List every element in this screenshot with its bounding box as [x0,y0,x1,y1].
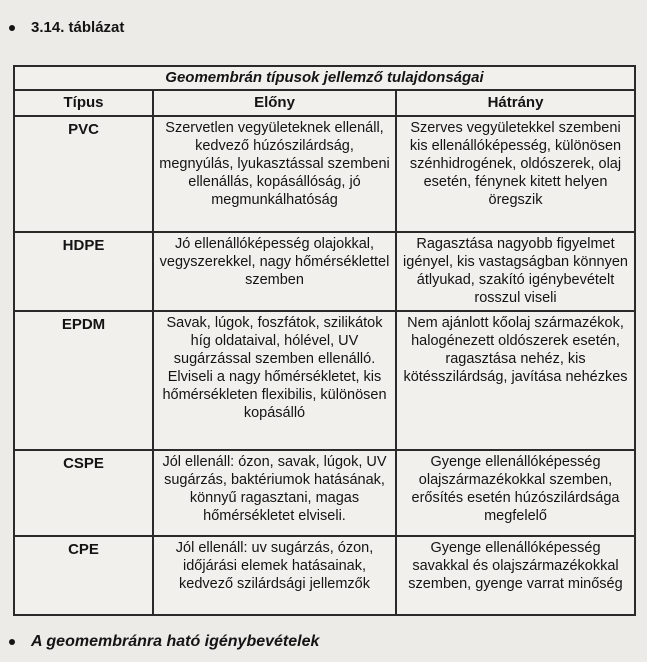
table-row [15,451,634,537]
row-con: Nem ajánlott kőolaj származékok, halogénezett oldószerek esetén, ragasztása nehéz, kis kötésszilárdság, javítása nehézkes [403,315,628,385]
table-row [15,233,634,312]
table-header-row [15,91,634,117]
section-heading [9,19,124,36]
row-type: HDPE [15,233,154,310]
row-pro: Savak, lúgok, foszfátok, szilikátok híg oldataival, hólével, UV sugárzással szemben ellenálló. Elviseli a nagy hőmérsékletet, kis hőmérsékleten flexibilis, különösen kopásálló [154,312,397,449]
row-type: CSPE [15,451,154,535]
bullet-icon [9,639,15,645]
table-row [15,537,634,614]
row-con: Ragasztása nagyobb figyelmet igényel, kis vastagságban könnyen átlyukad, szakító igénybevételt rosszul viseli [403,236,628,306]
section-heading-text: 3.14. táblázat [31,19,125,36]
row-type: CPE [15,537,154,614]
row-con: Gyenge ellenállóképesség olajszármazékokkal szemben, erősítés esetén húzószilárdsága megfelelő [411,454,620,524]
table-row [15,312,634,451]
row-con: Gyenge ellenállóképesség savakkal és olajszármazékokkal szemben, gyenge varrat minőség [408,540,623,592]
row-type: PVC [15,117,154,231]
row-pro: Jól ellenáll: ózon, savak, lúgok, UV sugárzás, baktériumok hatásának, könnyű ragasztani, magas hőmérsékletet elviseli. [154,451,397,535]
header-con: Hátrány [487,94,544,111]
table-row [15,117,634,233]
bullet-icon [9,25,15,31]
row-pro: Jól ellenáll: uv sugárzás, ózon, időjárási elemek hatásainak, kedvező szilárdsági jellemzők [154,537,397,614]
row-pro: Szervetlen vegyületeknek ellenáll, kedvező húzószilárdság, megnyúlás, lyukasztással szembeni ellenállás, kopásállóság, jó megmunkálhatóság [154,117,397,231]
table-title: Geomembrán típusok jellemző tulajdonságai [15,67,634,91]
row-pro: Jó ellenállóképesség olajokkal, vegyszerekkel, nagy hőmérséklettel szemben [154,233,397,310]
header-pro: Előny [154,91,397,115]
section-footer [9,633,319,651]
row-type: EPDM [15,312,154,449]
row-con: Szerves vegyületekkel szembeni kis ellenállóképesség, különösen szénhidrogének, oldószerek, olaj esetén, fénynek kitett helyen öregszik [409,120,622,208]
section-footer-text: A geomembránra ható igénybevételek [31,633,320,650]
geomembrane-table [13,65,636,616]
header-type: Típus [15,91,154,115]
